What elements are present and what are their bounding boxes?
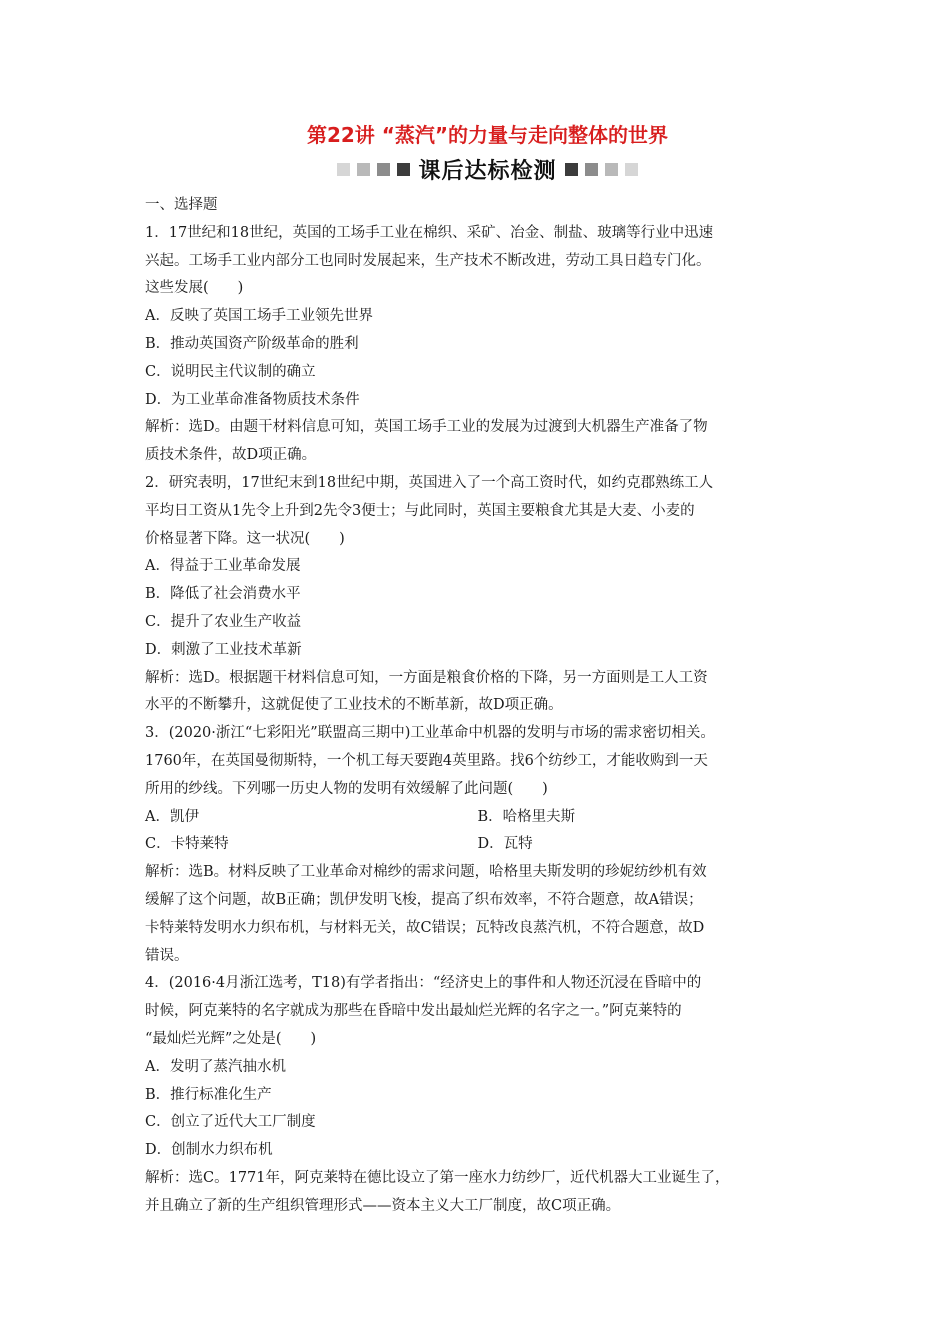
question-stem-line: 1760年，在英国曼彻斯特，一个机工每天要跑4英里路。找6个纺纱工，才能收购到一天: [145, 752, 708, 769]
document-page: [145, 120, 810, 1220]
option-c: C．说明民主代议制的确立: [145, 363, 316, 380]
option-a: A．凯伊: [145, 808, 199, 825]
option-d: D．为工业革命准备物质技术条件: [145, 391, 360, 408]
analysis-line: 质技术条件，故D项正确。: [145, 447, 317, 464]
analysis-line: 解析：选C。1771年，阿克莱特在德比设立了第一座水力纺纱厂，近代机器大工业诞生了，: [145, 1169, 730, 1186]
question-2: [145, 470, 810, 720]
option-b: B．降低了社会消费水平: [145, 586, 301, 603]
page-title: 第22讲 “蒸汽”的力量与走向整体的世界: [306, 123, 669, 147]
option-b: B．推动英国资产阶级革命的胜利: [145, 335, 359, 352]
analysis-line: 解析：选D。根据题干材料信息可知，一方面是粮食价格的下降，另一方面则是工人工资: [145, 669, 708, 686]
option-c: C．提升了农业生产收益: [145, 613, 302, 630]
banner-decoration-left: [337, 163, 410, 176]
option-b: B．哈格里夫斯: [477, 808, 576, 825]
question-4: [145, 970, 810, 1220]
banner-decoration-right: [565, 163, 638, 176]
option-b: B．推行标准化生产: [145, 1086, 272, 1103]
question-3: [145, 720, 810, 970]
section-banner: [165, 152, 810, 186]
square-icon: [357, 163, 370, 176]
analysis-line: 缓解了这个问题，故B正确；凯伊发明飞梭，提高了织布效率，不符合题意，故A错误；: [145, 891, 703, 908]
option-d: D．创制水力织布机: [145, 1142, 273, 1159]
question-stem-line: “最灿烂光辉”之处是( ): [145, 1030, 317, 1047]
option-a: A．发明了蒸汽抽水机: [145, 1058, 286, 1075]
analysis-line: 解析：选D。由题干材料信息可知，英国工场手工业的发展为过渡到大机器生产准备了物: [145, 419, 708, 436]
question-stem-line: 2．研究表明，17世纪末到18世纪中期，英国进入了一个高工资时代，如约克郡熟练工人: [145, 474, 714, 491]
analysis-line: 并且确立了新的生产组织管理形式——资本主义大工厂制度，故C项正确。: [145, 1197, 621, 1214]
options-row: [145, 804, 810, 832]
question-stem-line: 价格显著下降。这一状况( ): [145, 530, 345, 547]
question-stem-line: 这些发展( ): [145, 280, 244, 297]
analysis-line: 错误。: [145, 947, 189, 964]
square-icon: [605, 163, 618, 176]
section-heading: 一、选择题: [145, 197, 218, 213]
option-d: D．刺激了工业技术革新: [145, 641, 302, 658]
square-icon: [625, 163, 638, 176]
square-icon: [377, 163, 390, 176]
question-stem-line: 时候，阿克莱特的名字就成为那些在昏暗中发出最灿烂光辉的名字之一。”阿克莱特的: [145, 1003, 682, 1020]
option-a: A．得益于工业革命发展: [145, 558, 301, 575]
question-stem-line: 平均日工资从1先令上升到2先令3便士；与此同时，英国主要粮食尤其是大麦、小麦的: [145, 502, 695, 519]
question-stem-line: 兴起。工场手工业内部分工也同时发展起来，生产技术不断改进，劳动工具日趋专门化。: [145, 252, 711, 269]
analysis-line: 水平的不断攀升，这就促使了工业技术的不断革新，故D项正确。: [145, 697, 563, 714]
question-1: [145, 220, 810, 470]
square-icon: [565, 163, 578, 176]
option-c: C．创立了近代大工厂制度: [145, 1114, 316, 1131]
analysis-line: 卡特莱特发明水力织布机，与材料无关，故C错误；瓦特改良蒸汽机，不符合题意，故D: [145, 919, 705, 936]
question-stem-line: 4．(2016·4月浙江选考，T18)有学者指出：“经济史上的事件和人物还沉浸在昏暗中的: [145, 975, 702, 992]
banner-title: 课后达标检测: [418, 158, 557, 184]
question-stem-line: 所用的纱线。下列哪一历史人物的发明有效缓解了此问题( ): [145, 780, 548, 797]
option-d: D．瓦特: [477, 836, 533, 853]
options-row: [145, 831, 810, 859]
square-icon: [397, 163, 410, 176]
analysis-line: 解析：选B。材料反映了工业革命对棉纱的需求问题，哈格里夫斯发明的珍妮纺纱机有效: [145, 864, 707, 881]
option-c: C．卡特莱特: [145, 836, 229, 853]
question-stem-line: 3．(2020·浙江“七彩阳光”联盟高三期中)工业革命中机器的发明与市场的需求密切相关。: [145, 725, 715, 742]
square-icon: [585, 163, 598, 176]
option-a: A．反映了英国工场手工业领先世界: [145, 308, 373, 325]
question-stem-line: 1．17世纪和18世纪，英国的工场手工业在棉织、采矿、冶金、制盐、玻璃等行业中迅速: [145, 224, 714, 241]
square-icon: [337, 163, 350, 176]
